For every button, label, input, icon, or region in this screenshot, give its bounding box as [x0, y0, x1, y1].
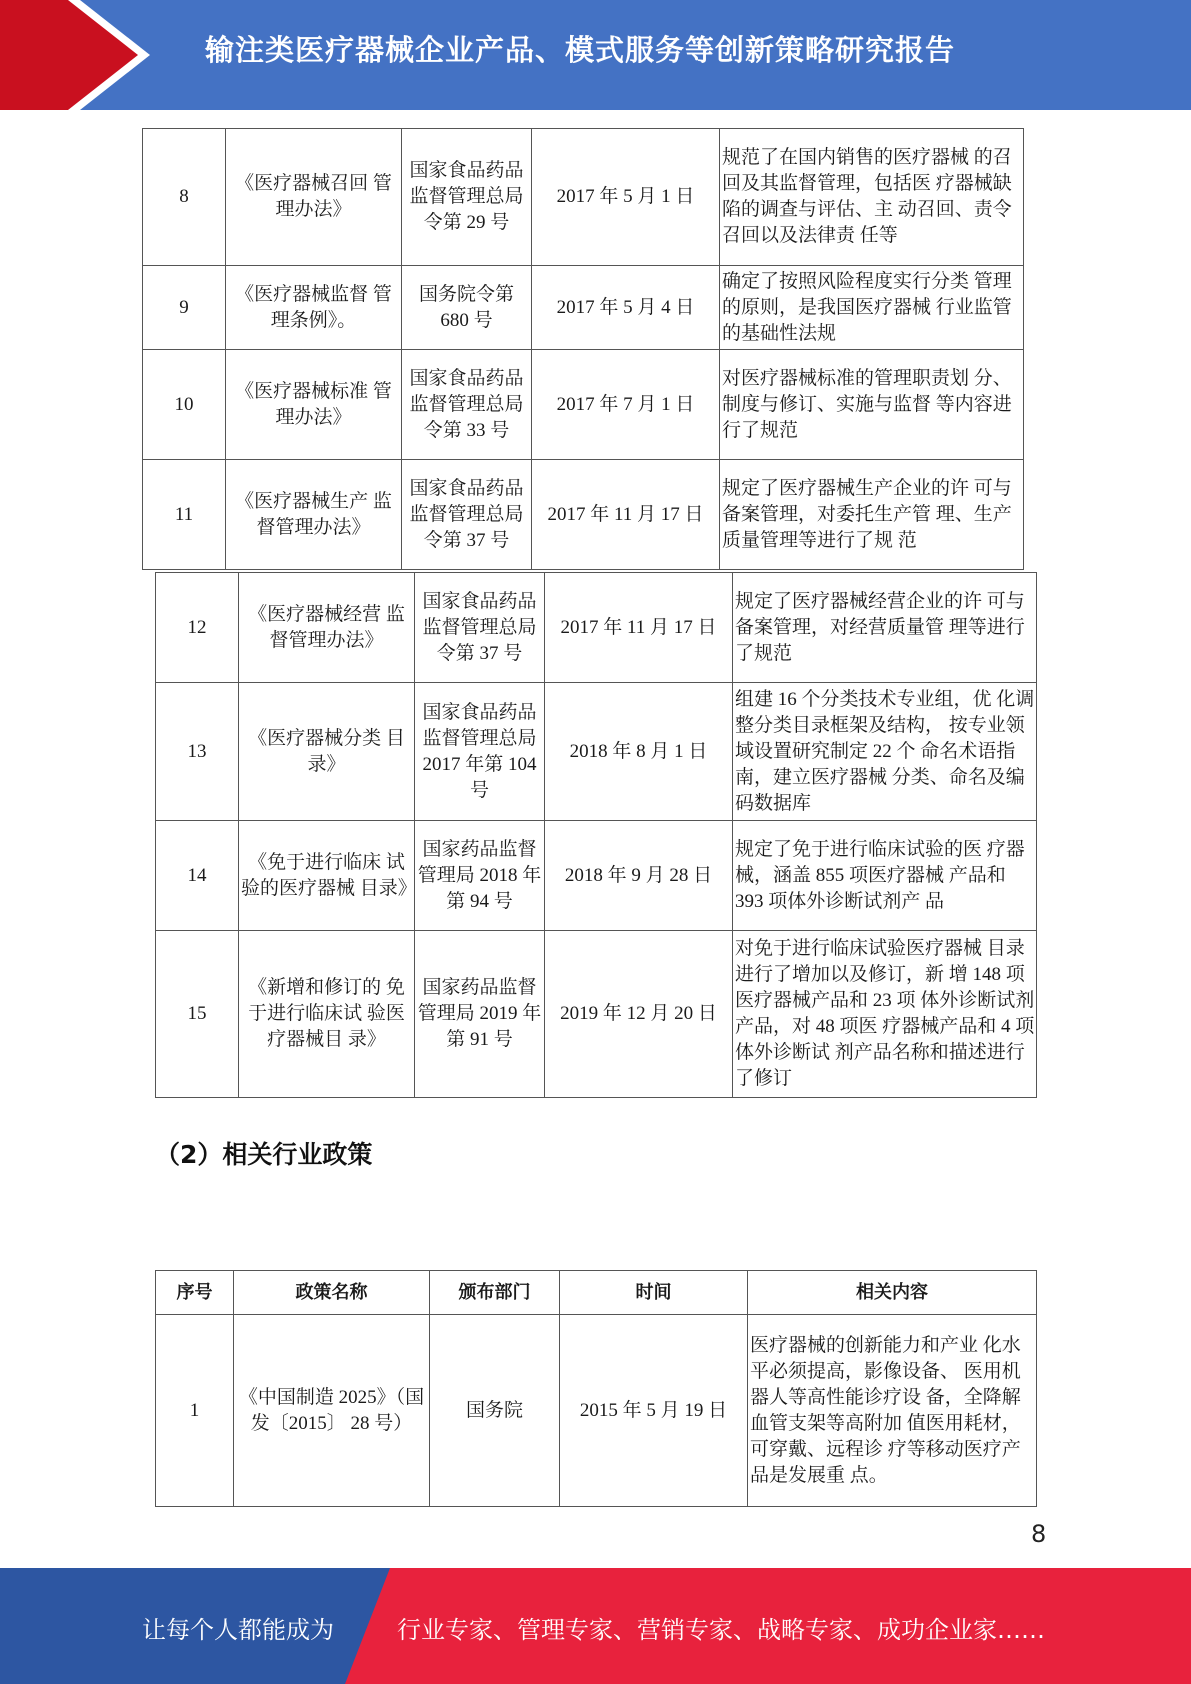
- table-row: [143, 266, 1024, 350]
- policy-content: 医疗器械的创新能力和产业 化水平必须提高，影像设备、 医用机器人等高性能诊疗设 备，全降解血管支架等高附加 值医用耗材，可穿戴、远程诊 疗等移动医疗产品是发展重 点。: [748, 1315, 1037, 1507]
- effective-date: 2017 年 11 月 17 日: [545, 573, 733, 683]
- regulation-content: 组建 16 个分类技术专业组，优 化调整分类目录框架及结构， 按专业领域设置研究制定 22 个 命名术语指南，建立医疗器械 分类、命名及编码数据库: [733, 683, 1037, 821]
- regulation-name: 《医疗器械标准 管理办法》: [226, 350, 402, 460]
- issuing-department: 国家食品药品监督管理总局 2017 年第 104 号: [415, 683, 545, 821]
- issuing-department: 国家药品监督管理局 2019 年第 91 号: [415, 931, 545, 1098]
- row-number: 9: [143, 266, 226, 350]
- footer-slogan-left: 让每个人都能成为: [142, 1616, 334, 1644]
- issuing-department: 国家食品药品监督管理总局令第 29 号: [402, 129, 532, 266]
- regulation-content: 确定了按照风险程度实行分类 管理的原则，是我国医疗器械 行业监管的基础性法规: [720, 266, 1024, 350]
- effective-date: 2019 年 12 月 20 日: [545, 931, 733, 1098]
- issuing-department: 国家食品药品监督管理总局令第 33 号: [402, 350, 532, 460]
- report-title: 输注类医疗器械企业产品、模式服务等创新策略研究报告: [205, 33, 956, 67]
- effective-date: 2017 年 7 月 1 日: [532, 350, 720, 460]
- header-date: 时间: [560, 1271, 748, 1315]
- table-row: [143, 460, 1024, 570]
- row-number: 1: [156, 1315, 234, 1507]
- effective-date: 2017 年 5 月 1 日: [532, 129, 720, 266]
- issuing-department: 国家食品药品监督管理总局令第 37 号: [415, 573, 545, 683]
- regulation-name: 《医疗器械分类 目录》: [239, 683, 415, 821]
- header-chevron-decoration-red: [0, 0, 138, 110]
- row-number: 13: [156, 683, 239, 821]
- footer-slogan-right: 行业专家、管理专家、营销专家、战略专家、成功企业家……: [397, 1616, 1045, 1644]
- table-row: [156, 683, 1037, 821]
- regulation-content: 对医疗器械标准的管理职责划 分、制度与修订、实施与监督 等内容进行了规范: [720, 350, 1024, 460]
- section-heading: （2）相关行业政策: [155, 1140, 373, 1169]
- page-header: [0, 0, 1191, 110]
- page-number: 8: [1031, 1520, 1047, 1548]
- effective-date: 2018 年 8 月 1 日: [545, 683, 733, 821]
- row-number: 10: [143, 350, 226, 460]
- regulation-name: 《免于进行临床 试验的医疗器械 目录》: [239, 821, 415, 931]
- issuing-department: 国务院令第 680 号: [402, 266, 532, 350]
- row-number: 15: [156, 931, 239, 1098]
- table-row: [143, 350, 1024, 460]
- regulation-name: 《医疗器械召回 管理办法》: [226, 129, 402, 266]
- header-serial: 序号: [156, 1271, 234, 1315]
- regulation-name: 《医疗器械经营 监督管理办法》: [239, 573, 415, 683]
- page-footer: [0, 1568, 1191, 1684]
- issuing-department: 国家药品监督管理局 2018 年第 94 号: [415, 821, 545, 931]
- issuing-department: 国务院: [430, 1315, 560, 1507]
- table-row: [143, 129, 1024, 266]
- regulation-content: 规范了在国内销售的医疗器械 的召回及其监督管理，包括医 疗器械缺陷的调查与评估、主 动召回、责令召回以及法律责 任等: [720, 129, 1024, 266]
- row-number: 14: [156, 821, 239, 931]
- issuing-department: 国家食品药品监督管理总局令第 37 号: [402, 460, 532, 570]
- regulation-name: 《新增和修订的 免于进行临床试 验医疗器械目 录》: [239, 931, 415, 1098]
- header-policy-name: 政策名称: [234, 1271, 430, 1315]
- issue-date: 2015 年 5 月 19 日: [560, 1315, 748, 1507]
- regulation-name: 《医疗器械生产 监督管理办法》: [226, 460, 402, 570]
- table-row: [156, 573, 1037, 683]
- regulation-table-part1: [142, 128, 1024, 570]
- table-row: [156, 931, 1037, 1098]
- effective-date: 2017 年 5 月 4 日: [532, 266, 720, 350]
- header-department: 颁布部门: [430, 1271, 560, 1315]
- effective-date: 2018 年 9 月 28 日: [545, 821, 733, 931]
- table-row: [156, 821, 1037, 931]
- effective-date: 2017 年 11 月 17 日: [532, 460, 720, 570]
- row-number: 8: [143, 129, 226, 266]
- industry-policy-table: [155, 1270, 1037, 1507]
- row-number: 12: [156, 573, 239, 683]
- regulation-content: 对免于进行临床试验医疗器械 目录进行了增加以及修订，新 增 148 项医疗器械产品和 23 项 体外诊断试剂产品，对 48 项医 疗器械产品和 4 项体外诊断试 剂产品名称和描述进行了修订: [733, 931, 1037, 1098]
- regulation-table-part2: [155, 572, 1037, 1098]
- table-row: [156, 1315, 1037, 1507]
- regulation-content: 规定了医疗器械生产企业的许 可与备案管理，对委托生产管 理、生产质量管理等进行了规 范: [720, 460, 1024, 570]
- header-content: 相关内容: [748, 1271, 1037, 1315]
- policy-name: 《中国制造 2025》（国发〔2015〕 28 号）: [234, 1315, 430, 1507]
- table-header-row: [156, 1271, 1037, 1315]
- row-number: 11: [143, 460, 226, 570]
- regulation-name: 《医疗器械监督 管理条例》。: [226, 266, 402, 350]
- regulation-content: 规定了免于进行临床试验的医 疗器械，涵盖 855 项医疗器械 产品和 393 项体外诊断试剂产 品: [733, 821, 1037, 931]
- regulation-content: 规定了医疗器械经营企业的许 可与备案管理，对经营质量管 理等进行了规范: [733, 573, 1037, 683]
